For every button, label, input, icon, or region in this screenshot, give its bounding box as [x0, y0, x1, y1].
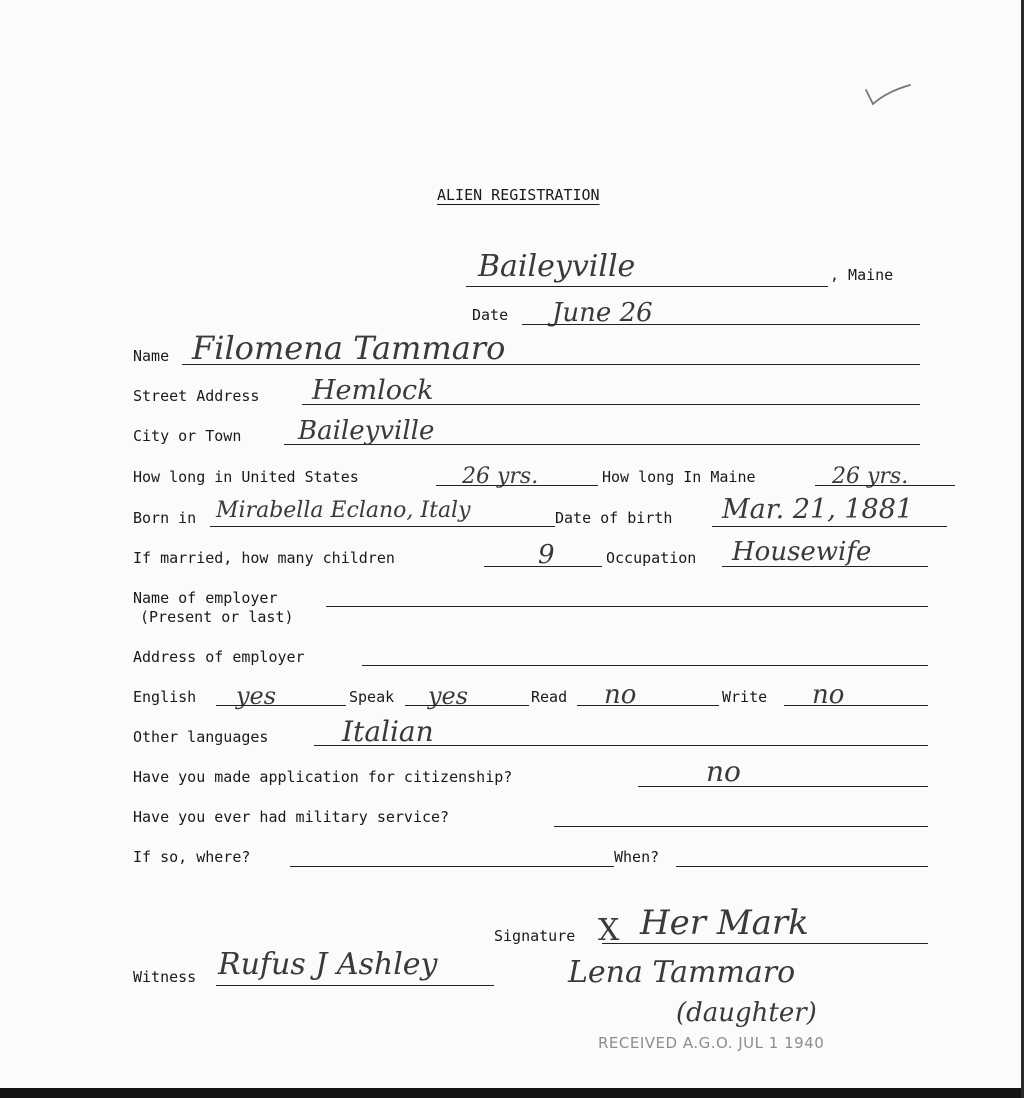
dob-value: Mar. 21, 1881	[722, 494, 914, 525]
children-line	[484, 566, 602, 567]
read-line	[577, 705, 719, 706]
occupation-label: Occupation	[606, 549, 697, 567]
military-line	[554, 826, 928, 827]
witness-value: Rufus J Ashley	[218, 947, 438, 982]
employer-address-label: Address of employer	[133, 648, 305, 666]
read-value: no	[604, 680, 637, 710]
city-line	[284, 444, 920, 445]
write-line	[784, 705, 928, 706]
signature-value: Her Mark	[640, 903, 809, 943]
employer-label: Name of employer	[133, 589, 278, 607]
years-maine-label: How long In Maine	[602, 468, 756, 486]
form-title: ALIEN REGISTRATION	[437, 186, 600, 204]
signer-relation: (daughter)	[676, 998, 817, 1028]
check-mark-icon	[862, 80, 914, 110]
speak-line	[405, 705, 529, 706]
citizenship-line	[638, 786, 928, 787]
witness-label: Witness	[133, 968, 197, 986]
street-line	[302, 404, 920, 405]
date-value: June 26	[552, 298, 653, 328]
city-label: City or Town	[133, 427, 242, 445]
employer-address-line	[362, 665, 928, 666]
signature-line	[602, 943, 928, 944]
received-stamp: RECEIVED A.G.O. JUL 1 1940	[598, 1034, 825, 1052]
dob-label: Date of birth	[555, 509, 673, 527]
children-value: 9	[538, 540, 555, 570]
english-line	[216, 705, 346, 706]
speak-label: Speak	[349, 688, 395, 706]
date-line	[522, 324, 920, 325]
write-label: Write	[722, 688, 768, 706]
name-label: Name	[133, 347, 170, 365]
street-label: Street Address	[133, 387, 260, 405]
witness-line	[216, 985, 494, 986]
citizenship-label: Have you made application for citizenship?	[133, 768, 513, 786]
other-languages-value: Italian	[342, 715, 434, 748]
town-value: Baileyville	[478, 249, 636, 284]
speak-value: yes	[428, 682, 469, 710]
when-line	[676, 866, 928, 867]
read-label: Read	[531, 688, 568, 706]
years-us-value: 26 yrs.	[462, 464, 539, 489]
dob-line	[712, 526, 947, 527]
english-label: English	[133, 688, 197, 706]
other-languages-label: Other languages	[133, 728, 269, 746]
when-label: When?	[614, 848, 660, 866]
signature-mark: X	[598, 913, 620, 948]
signature-label: Signature	[494, 927, 576, 945]
years-maine-line	[815, 485, 955, 486]
years-us-label: How long in United States	[133, 468, 359, 486]
signer-name: Lena Tammaro	[568, 955, 796, 990]
years-us-line	[436, 485, 598, 486]
name-line	[182, 364, 920, 365]
occupation-value: Housewife	[732, 537, 872, 567]
where-label: If so, where?	[133, 848, 251, 866]
employer-sublabel: (Present or last)	[140, 608, 294, 626]
occupation-line	[722, 566, 928, 567]
children-label: If married, how many children	[133, 549, 395, 567]
name-value: Filomena Tammaro	[192, 329, 506, 367]
town-line	[466, 286, 828, 287]
born-label: Born in	[133, 509, 197, 527]
born-value: Mirabella Eclano, Italy	[216, 498, 471, 523]
scan-edge-bottom	[0, 1088, 1024, 1098]
where-line	[290, 866, 614, 867]
years-maine-value: 26 yrs.	[832, 464, 909, 489]
other-languages-line	[314, 745, 928, 746]
military-label: Have you ever had military service?	[133, 808, 450, 826]
state-label: , Maine	[830, 266, 894, 284]
employer-line	[326, 606, 928, 607]
city-value: Baileyville	[298, 416, 435, 446]
write-value: no	[812, 680, 845, 710]
date-label: Date	[472, 306, 509, 324]
street-value: Hemlock	[312, 375, 434, 406]
born-line	[210, 526, 555, 527]
citizenship-value: no	[706, 755, 741, 788]
english-value: yes	[236, 682, 277, 710]
